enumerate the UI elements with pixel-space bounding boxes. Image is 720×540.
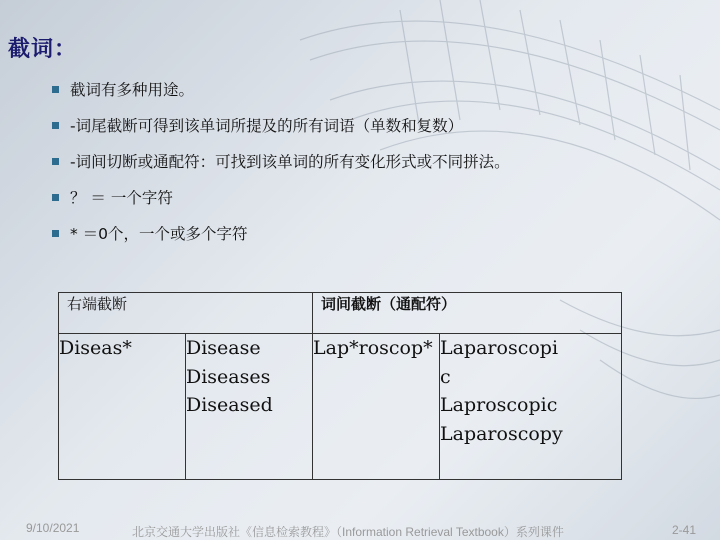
slide-title: 截词： bbox=[8, 37, 78, 62]
slide-footer bbox=[0, 519, 720, 540]
wild-pattern-cell: Lap*roscop* bbox=[313, 334, 440, 480]
right-pattern-cell: Diseas* bbox=[59, 334, 186, 480]
bullet-item: -词间切断或通配符：可找到该单词的所有变化形式或不同拼法。 bbox=[52, 150, 510, 186]
match-word: Laproscopic bbox=[440, 394, 558, 416]
bullet-item: 截词有多种用途。 bbox=[52, 78, 510, 114]
wildcard-header: 词间截断（通配符） bbox=[313, 293, 622, 334]
match-word: Laparoscopy bbox=[440, 422, 563, 445]
bullet-square-icon bbox=[52, 122, 59, 129]
footer-source: 北京交通大学出版社《信息检索教程》（Information Retrieval Textbook）系列课件 bbox=[132, 525, 564, 539]
bullet-square-icon bbox=[52, 194, 59, 201]
match-word: Diseased bbox=[186, 394, 273, 416]
bullet-item: -词尾截断可得到该单词所提及的所有词语（单数和复数） bbox=[52, 114, 510, 150]
right-truncation-header: 右端截断 bbox=[59, 293, 313, 334]
match-word: c bbox=[440, 365, 451, 388]
right-matches-cell bbox=[186, 334, 313, 480]
match-word: Laparoscopi bbox=[440, 337, 559, 359]
truncation-table bbox=[58, 292, 622, 480]
bullet-item: * ＝0个，一个或多个字符 bbox=[52, 222, 510, 258]
footer-date: 9/10/2021 bbox=[26, 521, 80, 535]
match-word: Diseases bbox=[186, 365, 271, 388]
bullet-list bbox=[52, 78, 510, 258]
bullet-square-icon bbox=[52, 86, 59, 93]
bullet-square-icon bbox=[52, 158, 59, 165]
wild-matches-cell bbox=[440, 334, 622, 480]
match-word: Disease bbox=[186, 337, 261, 359]
bullet-item: ？ ＝ 一个字符 bbox=[52, 186, 510, 222]
bullet-square-icon bbox=[52, 230, 59, 237]
page-number: 2-41 bbox=[672, 523, 697, 537]
